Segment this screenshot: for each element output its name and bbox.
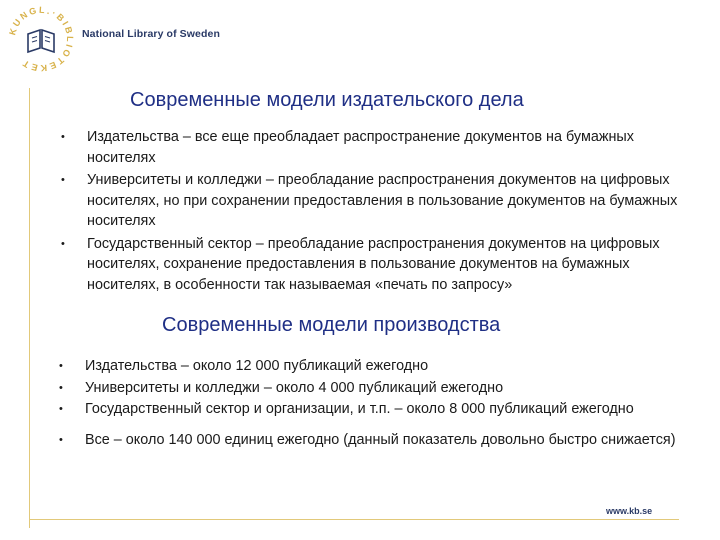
organization-name: National Library of Sweden	[82, 28, 220, 40]
list-item-text: Все – около 140 000 единиц ежегодно (данный показатель довольно быстро снижается)	[85, 431, 676, 448]
bullet: •	[61, 237, 65, 250]
bullet: •	[59, 403, 63, 415]
list-item-text: Университеты и колледжи – преобладание распространения документов на цифровых носителях, но при сохранении предоставления в пользование документов на бумажных носителях	[87, 172, 678, 229]
list-item	[61, 127, 687, 168]
production-models-list	[59, 356, 685, 451]
list-item	[61, 234, 687, 296]
library-seal-icon	[6, 4, 76, 74]
bullet: •	[61, 174, 65, 186]
list-item	[61, 170, 687, 232]
left-divider-line	[29, 88, 30, 528]
bullet: •	[59, 381, 63, 394]
bullet: •	[61, 131, 65, 143]
list-item	[59, 430, 685, 451]
bullet: •	[59, 433, 63, 446]
list-item-text: Издательства – все еще преобладает распространение документов на бумажных носителях	[87, 129, 634, 166]
library-logo	[6, 4, 76, 74]
list-item	[59, 356, 685, 377]
section-title-production-models: Современные модели производства	[162, 314, 501, 336]
footer-url-link[interactable]: www.kb.se	[606, 506, 653, 516]
list-item-text: Государственный сектор – преобладание распространения документов на цифровых носителях, сохранение предоставления в пользование документов на бумажных носителях, в особенности так называемая «печать по запросу»	[87, 235, 660, 293]
svg-text:KUNGL.·BIBLIOTEKET: KUNGL.·BIBLIOTEKET	[7, 4, 76, 74]
publishing-models-list	[61, 127, 687, 297]
list-item-text: Издательства – около 12 000 публикаций ежегодно	[85, 358, 429, 374]
list-item-text: Университеты и колледжи – около 4 000 публикаций ежегодно	[85, 379, 504, 396]
bottom-divider-line	[29, 519, 679, 520]
bullet: •	[59, 360, 63, 372]
list-item-text: Государственный сектор и организации, и т.п. – около 8 000 публикаций ежегодно	[85, 401, 634, 417]
section-title-publishing-models: Современные модели издательского дела	[130, 89, 524, 111]
list-item	[59, 378, 685, 399]
list-item	[59, 399, 685, 420]
